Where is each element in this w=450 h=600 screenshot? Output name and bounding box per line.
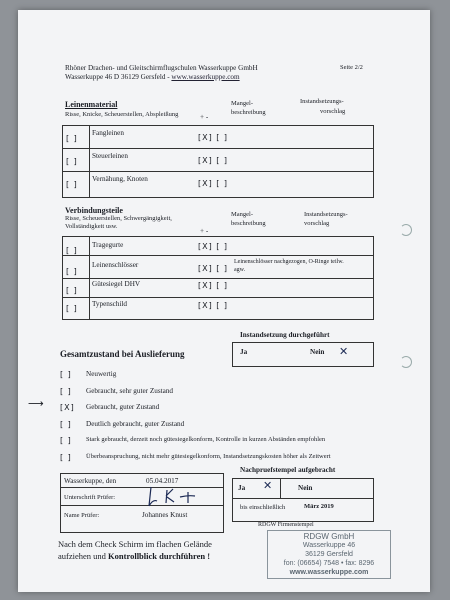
section-subtitle-connectors-2: Vollständigkeit usw.: [65, 223, 118, 230]
lines-row-marks[interactable]: [X] [ ]: [198, 179, 229, 188]
handwritten-signature: [143, 484, 213, 508]
website-link[interactable]: www.wasserkuppe.com: [171, 73, 240, 81]
punch-hole: [400, 224, 412, 236]
arrow-right-icon: ⟶: [28, 397, 44, 410]
footer-line-2: aufziehen und Kontrollblick durchführen !: [58, 551, 211, 561]
overall-title: Gesamtzustand bei Auslieferung: [60, 349, 185, 359]
condition-label: Überbeanspruchung, nicht mehr gütesiegelkonform, Instandsetzungskosten höher als Zeitwert: [86, 453, 331, 460]
col-defect-label: Mangel-: [231, 100, 254, 107]
connectors-row-note: Leinenschlösser nachgezogen, O-Ringe teilw. agw.: [234, 259, 344, 273]
condition-label: Stark gebraucht, derzeit noch gütesiegelkonform, Kontrolle in kurzen Abständen empfohlen: [86, 436, 326, 443]
condition-label: Neuwertig: [86, 370, 117, 378]
valid-until-value: März 2019: [304, 503, 334, 510]
connectors-row-label: Tragegurte: [92, 241, 124, 249]
section-title-lines: Leinenmaterial: [65, 100, 118, 109]
company-stamp-label: RDGW Firmenstempel: [258, 522, 314, 528]
connectors-row-checkbox[interactable]: [ ]: [66, 304, 78, 313]
name-label: Name Prüfer:: [64, 512, 100, 519]
connectors-row-marks[interactable]: [X] [ ]: [198, 264, 229, 273]
lines-row-checkbox[interactable]: [ ]: [66, 134, 78, 143]
footer-line-1: Nach dem Check Schirm im flachen Gelände: [58, 539, 212, 549]
connectors-row-label: Gütesiegel DHV: [92, 280, 141, 288]
repair-done-title: Instandsetzung durchgeführt: [240, 331, 330, 339]
section-title-connectors: Verbindungsteile: [65, 206, 123, 215]
condition-label: Deutlich gebraucht, guter Zustand: [86, 420, 185, 428]
place-date-label: Wasserkuppe, den: [64, 477, 117, 485]
signature-label: Unterschrift Prüfer:: [64, 494, 116, 501]
condition-checkbox[interactable]: [ ]: [60, 370, 72, 379]
lines-row-checkbox[interactable]: [ ]: [66, 157, 78, 166]
section-subtitle-lines: Risse, Knicke, Scheuerstellen, Abspleißung: [65, 111, 179, 118]
connectors-row-label: Leinenschlösser: [92, 261, 139, 269]
connectors-row-marks[interactable]: [X] [ ]: [198, 242, 229, 251]
connectors-row-marks[interactable]: [X] [ ]: [198, 281, 229, 290]
punch-hole: [400, 356, 412, 368]
connectors-row-marks[interactable]: [X] [ ]: [198, 301, 229, 310]
condition-checkbox[interactable]: [ ]: [60, 436, 72, 445]
col-repair-label: Instandsetzungs-: [300, 98, 344, 105]
date-value: 05.04.2017: [146, 477, 179, 485]
connectors-row-checkbox[interactable]: [ ]: [66, 246, 78, 255]
stamp-yes-label: Ja: [238, 484, 246, 492]
connectors-row-checkbox[interactable]: [ ]: [66, 267, 78, 276]
lines-row-label: Vernähung, Knoten: [92, 175, 148, 183]
cross-mark-icon: ✕: [263, 479, 273, 492]
col-repair-label-2: vorschlag: [320, 108, 346, 115]
connectors-row-label: Typenschild: [92, 300, 128, 308]
page-label: Seite 2/2: [340, 64, 363, 71]
section-subtitle-connectors: Risse, Scheuerstellen, Schwergängigkeit,: [65, 215, 172, 222]
condition-label: Gebraucht, sehr guter Zustand: [86, 387, 174, 395]
lines-row-label: Fangleinen: [92, 129, 124, 137]
condition-checkbox[interactable]: [X]: [60, 403, 75, 412]
condition-checkbox[interactable]: [ ]: [60, 387, 72, 396]
repair-done-box: [232, 342, 374, 367]
condition-label: Gebraucht, guter Zustand: [86, 403, 160, 411]
repair-no-label: Nein: [310, 348, 325, 356]
connectors-row-checkbox[interactable]: [ ]: [66, 286, 78, 295]
condition-checkbox[interactable]: [ ]: [60, 453, 72, 462]
col-defect-label-2: beschreibung: [231, 109, 266, 116]
plus-minus-label: + -: [200, 227, 209, 235]
col-repair-label: Instandsetzungs-: [304, 211, 348, 218]
plus-minus-label: + -: [200, 113, 209, 121]
valid-until-label: bis einschließlich: [240, 504, 286, 511]
lines-row-marks[interactable]: [X] [ ]: [198, 133, 229, 142]
company-stamp: RDGW GmbH Wasserkuppe 46 36129 Gersfeld fon: (06654) 7548 • fax: 8296 www.wasserkuppe.com: [267, 530, 391, 579]
org-line-1: Rhöner Drachen- und Gleitschirmflugschulen Wasserkuppe GmbH: [65, 64, 258, 72]
stamp-no-label: Nein: [298, 484, 313, 492]
name-value: Johannes Knust: [142, 511, 188, 519]
org-line-2: Wasserkuppe 46 D 36129 Gersfeld - www.wasserkuppe.com: [65, 73, 240, 81]
lines-row-label: Steuerleinen: [92, 152, 128, 160]
col-repair-label-2: vorschlag: [304, 220, 330, 227]
lines-row-marks[interactable]: [X] [ ]: [198, 156, 229, 165]
condition-checkbox[interactable]: [ ]: [60, 420, 72, 429]
lines-row-checkbox[interactable]: [ ]: [66, 180, 78, 189]
inspection-stamp-title: Nachpruefstempel aufgebracht: [240, 466, 336, 474]
cross-mark-icon: ✕: [339, 345, 349, 358]
col-defect-label: Mangel-: [231, 211, 254, 218]
scanned-document-page: [18, 10, 430, 592]
repair-yes-label: Ja: [240, 348, 248, 356]
col-defect-label-2: beschreibung: [231, 220, 266, 227]
